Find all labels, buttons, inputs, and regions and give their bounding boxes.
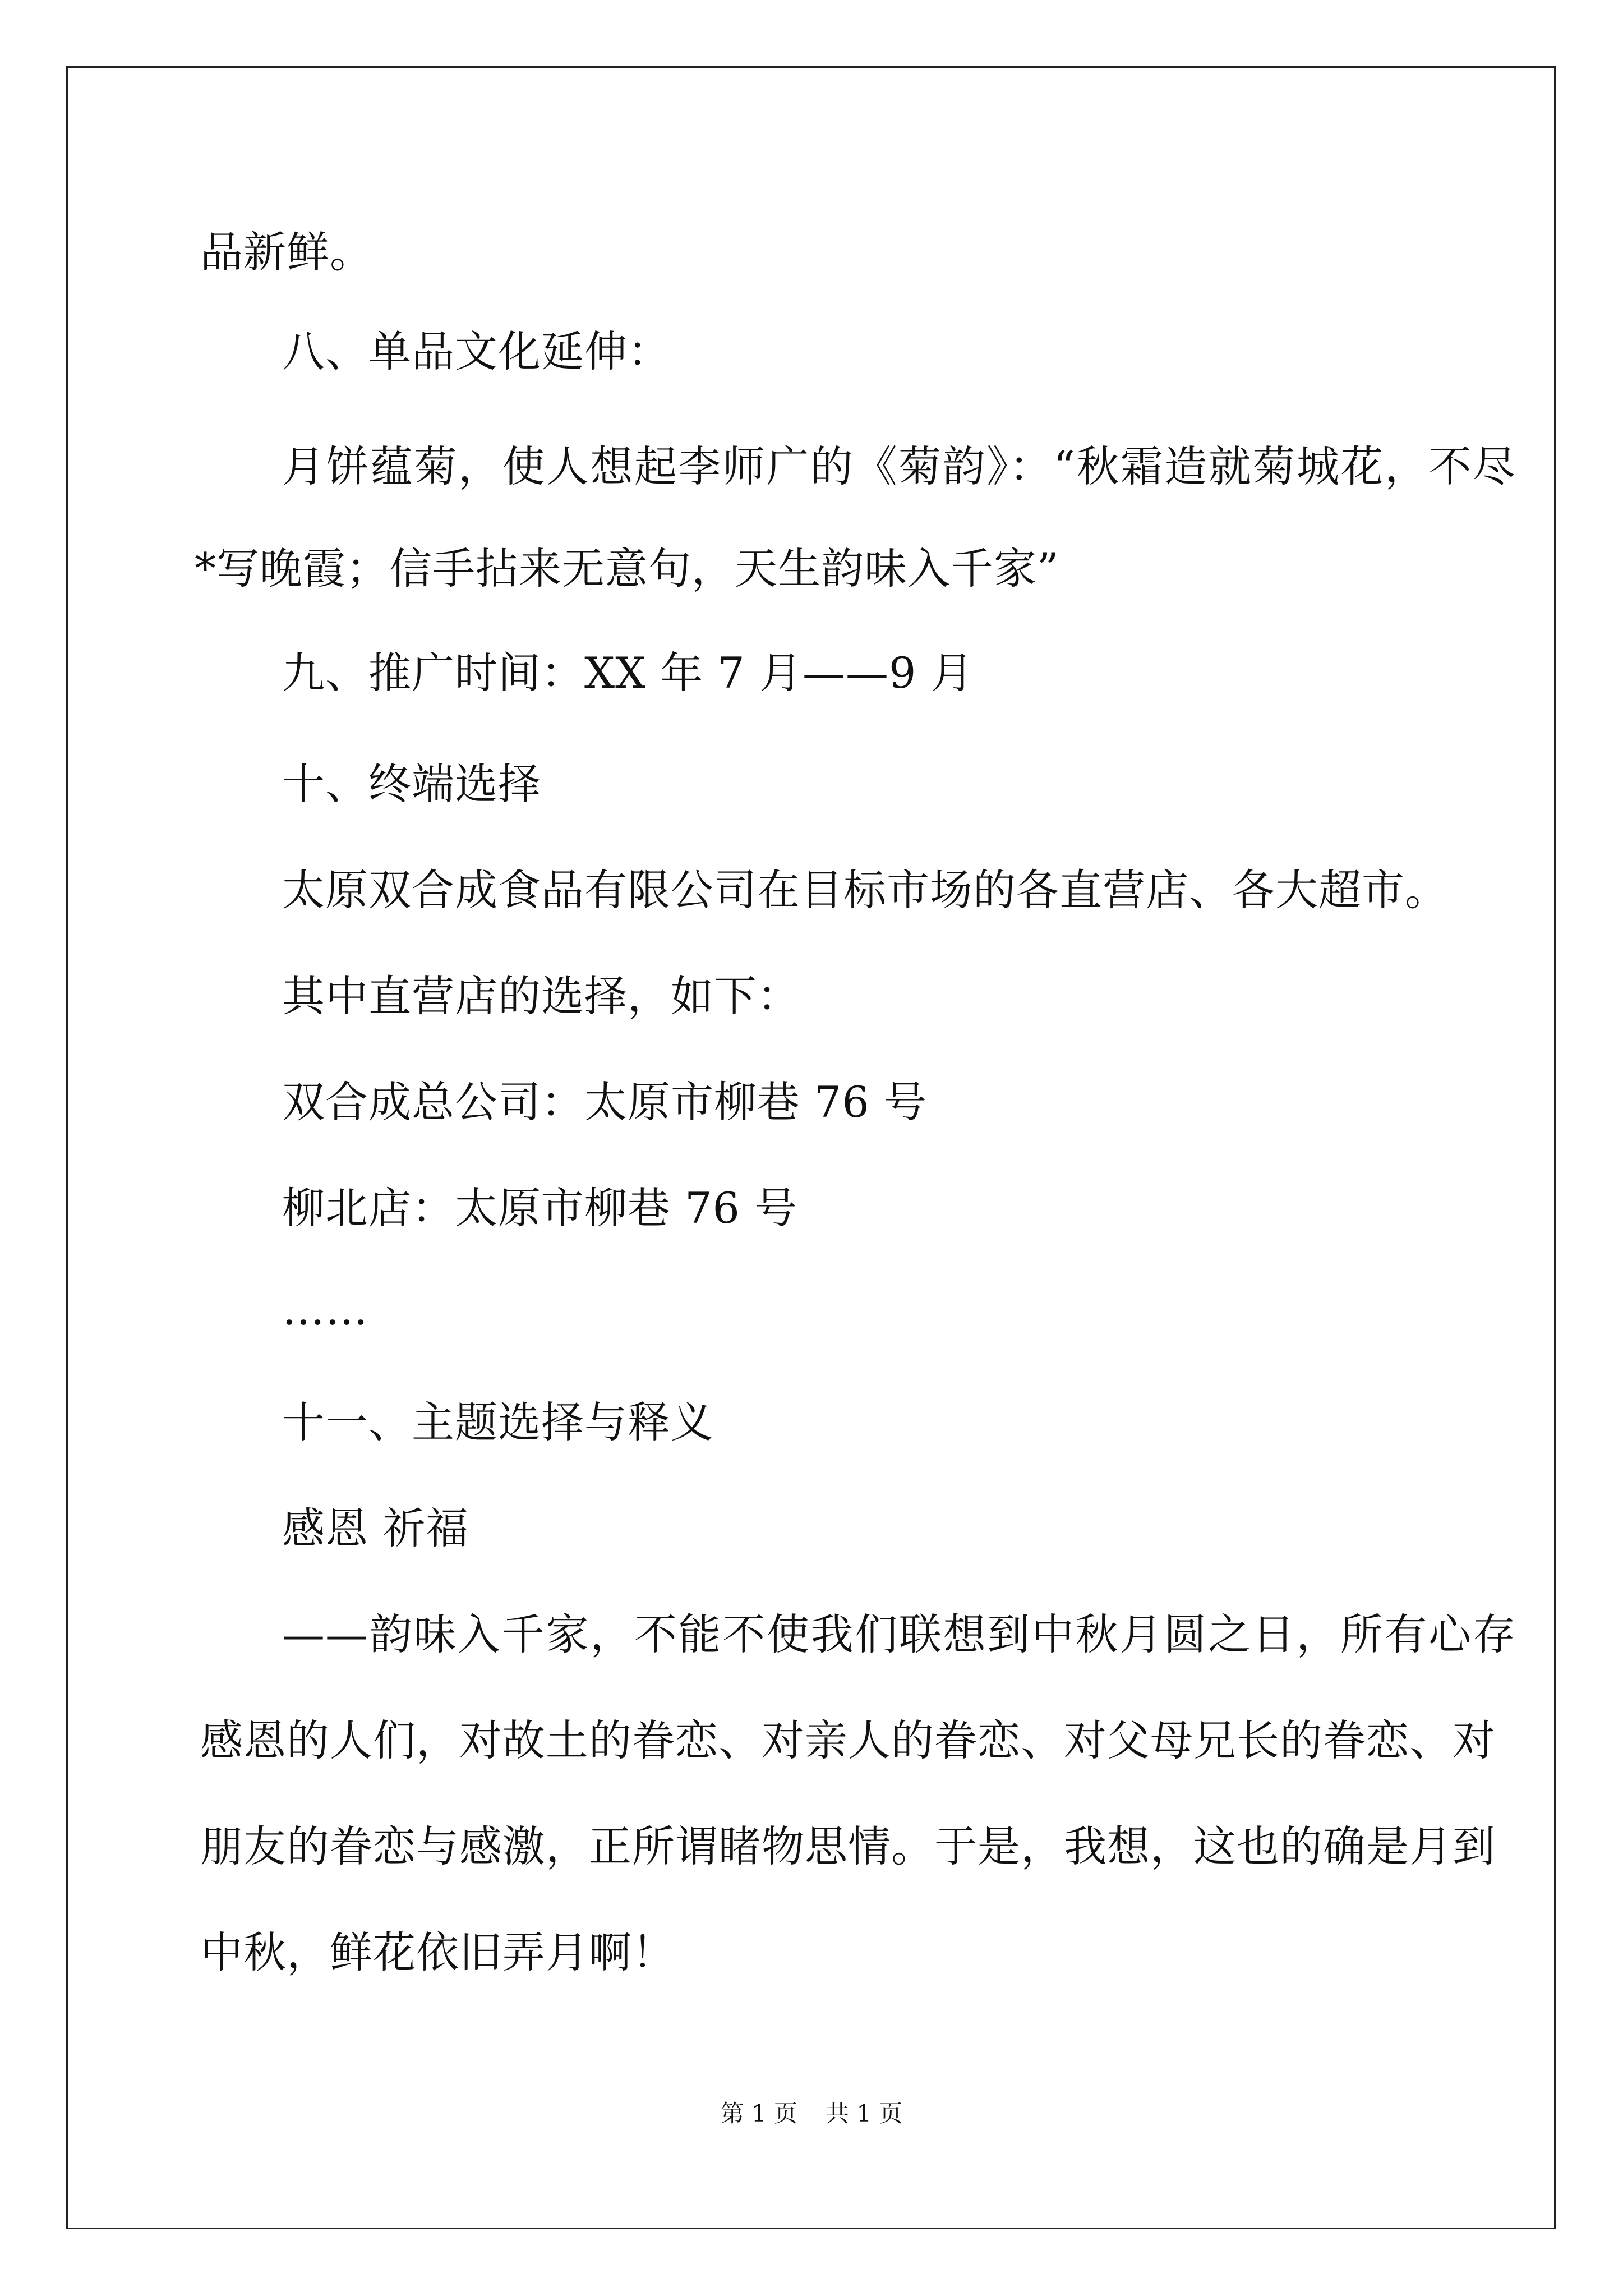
ellipsis-line: …… (282, 1285, 368, 1335)
theme-title: 感恩 祈福 (282, 1503, 469, 1553)
paragraph-line: 月饼蕴菊，使人想起李师广的《菊韵》：“秋霜造就菊城花，不尽 (282, 441, 1516, 491)
paragraph-line: 中秋，鲜花依旧弄月啊！ (200, 1927, 675, 1977)
paragraph-line: 太原双合成食品有限公司在目标市场的各直营店、各大超市。 (282, 865, 1448, 915)
page-number-total: 共 1 页 (826, 2100, 903, 2127)
paragraph-line: 其中直营店的选择，如下： (282, 971, 800, 1021)
section-heading: 八、单品文化延伸： (282, 326, 671, 376)
section-heading: 十、终端选择 (282, 759, 541, 809)
paragraph-line: 品新鲜。 (200, 227, 373, 277)
paragraph-line: ——韵味入千家，不能不使我们联想到中秋月圆之日，所有心存 (282, 1609, 1516, 1659)
paragraph-line: 感恩的人们，对故土的眷恋、对亲人的眷恋、对父母兄长的眷恋、对 (200, 1715, 1496, 1765)
page-footer (0, 2097, 1623, 2131)
paragraph-line: 柳北店：太原市柳巷 76 号 (282, 1183, 798, 1233)
page-border (66, 66, 1556, 2229)
section-heading: 九、推广时间：XX 年 7 月——9 月 (282, 648, 974, 698)
paragraph-line: *写晚霞；信手拈来无意句，天生韵味入千家” (195, 544, 1059, 593)
paragraph-line: 朋友的眷恋与感激，正所谓睹物思情。于是，我想，这也的确是月到 (200, 1821, 1496, 1871)
section-heading: 十一、主题选择与释义 (282, 1397, 714, 1447)
paragraph-line: 双合成总公司：太原市柳巷 76 号 (282, 1077, 928, 1127)
page-number-current: 第 1 页 (720, 2100, 797, 2127)
